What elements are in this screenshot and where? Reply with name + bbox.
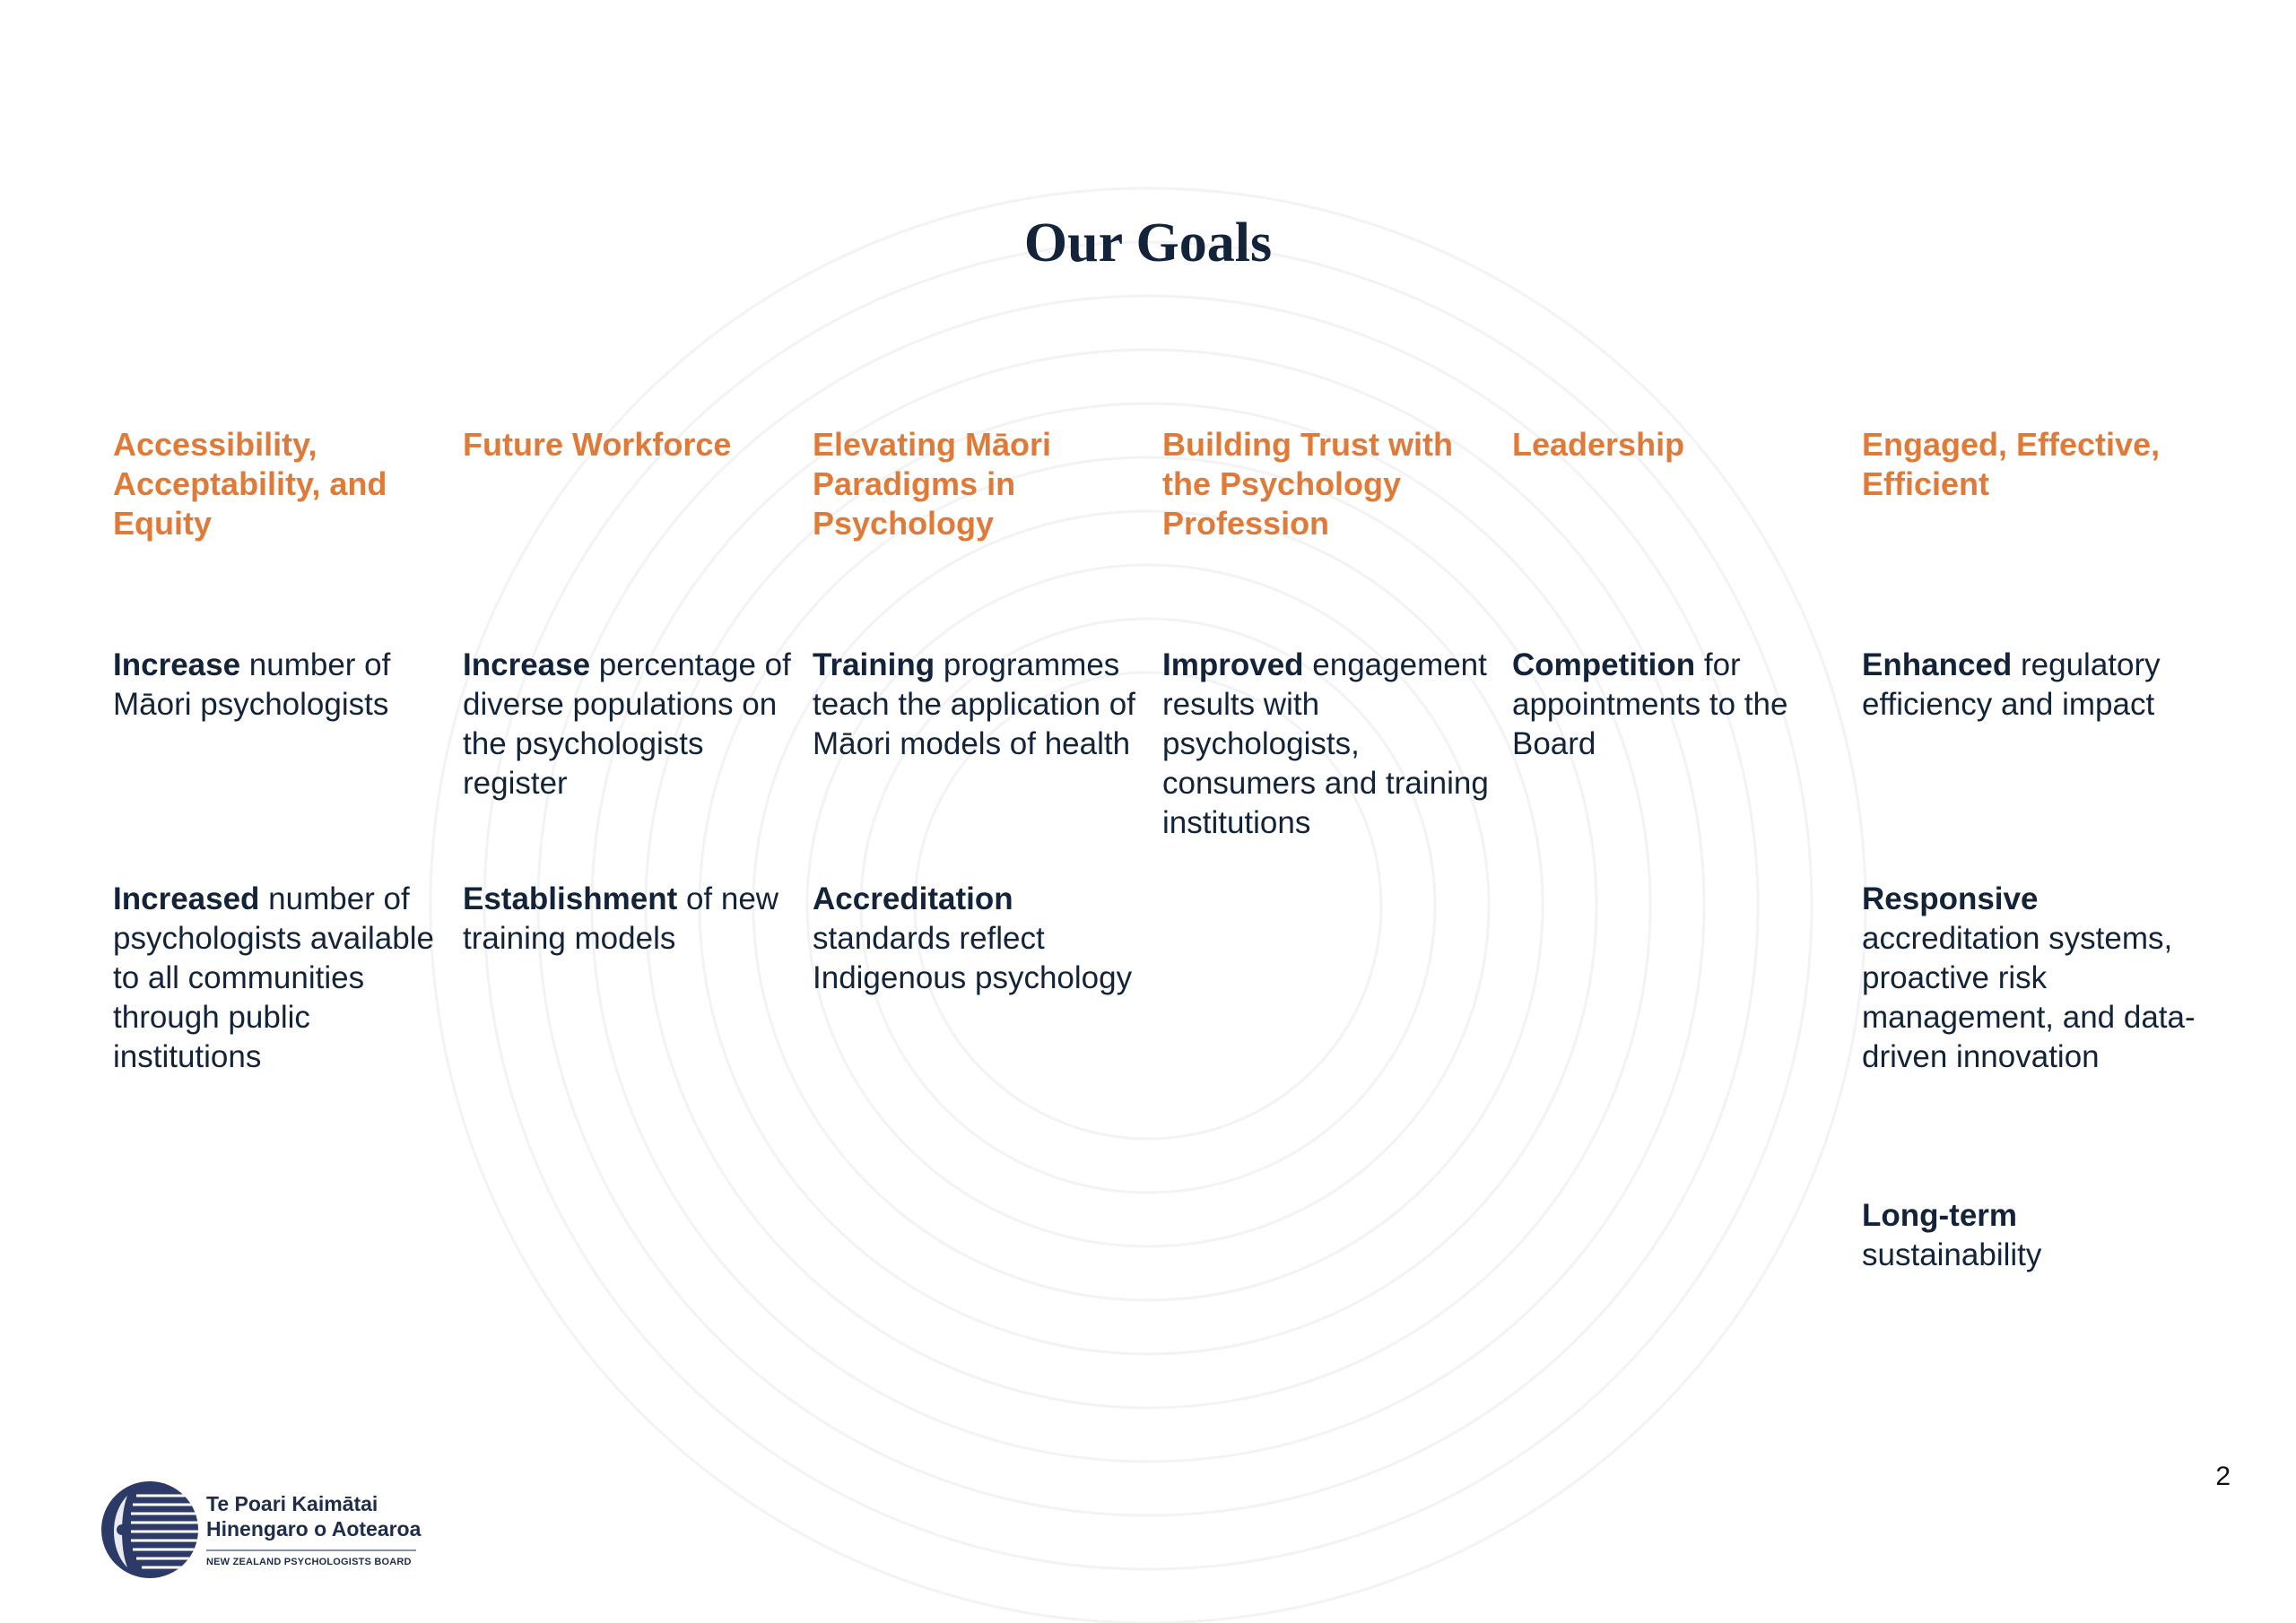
goal-item-text: of new training models bbox=[463, 881, 779, 956]
goal-column-5 bbox=[1512, 425, 1848, 761]
goal-item-text: regulatory efficiency and impact bbox=[1862, 647, 2161, 722]
logo-text-maori: Te Poari Kaimātai bbox=[206, 1492, 378, 1515]
goal-item-text: sustainability bbox=[1862, 1237, 2042, 1272]
goal-item bbox=[1862, 880, 2198, 1077]
goal-item-text: number of psychologists available to all communities through public institutions bbox=[113, 881, 434, 1074]
goal-item bbox=[113, 646, 449, 725]
goal-item-keyword: Accreditation bbox=[813, 881, 1013, 916]
goal-column-2 bbox=[463, 425, 799, 956]
goal-item-keyword: Increased bbox=[113, 881, 260, 916]
goal-heading: Accessibility, Acceptability, and Equity bbox=[113, 426, 387, 542]
goal-item-keyword: Increase bbox=[113, 647, 241, 682]
goal-item bbox=[1162, 646, 1499, 843]
goal-item-keyword: Establishment bbox=[463, 881, 678, 916]
goal-heading: Engaged, Effective, Efficient bbox=[1862, 426, 2161, 502]
goal-heading: Leadership bbox=[1512, 426, 1685, 463]
goal-item-text: programmes teach the application of Māori models of health bbox=[813, 647, 1135, 761]
goal-item-text: accreditation systems, proactive risk management, and data-driven innovation bbox=[1862, 921, 2196, 1074]
goal-item-keyword: Responsive bbox=[1862, 881, 2039, 916]
goal-heading: Future Workforce bbox=[463, 426, 732, 463]
goal-heading: Elevating Māori Paradigms in Psychology bbox=[813, 426, 1052, 542]
goal-item bbox=[1512, 646, 1848, 764]
goal-item bbox=[1862, 1196, 2198, 1275]
goal-item bbox=[1862, 646, 2198, 725]
goal-column-1 bbox=[113, 425, 449, 1074]
goal-item-text: standards reflect Indigenous psychology bbox=[813, 921, 1133, 995]
goal-item-text: number of Māori psychologists bbox=[113, 647, 391, 722]
goal-item-keyword: Enhanced bbox=[1862, 647, 2013, 682]
goal-item-keyword: Long-term bbox=[1862, 1198, 2018, 1233]
logo-divider bbox=[206, 1549, 416, 1551]
goal-item-keyword: Competition bbox=[1512, 647, 1696, 682]
goal-column-6 bbox=[1862, 425, 2198, 1272]
goal-item bbox=[463, 880, 799, 959]
logo-text-english: NEW ZEALAND PSYCHOLOGISTS BOARD bbox=[206, 1557, 412, 1567]
goal-item-text: for appointments to the Board bbox=[1512, 647, 1788, 761]
goal-item bbox=[463, 646, 799, 803]
organization-logo bbox=[100, 1478, 423, 1582]
goal-column-3 bbox=[813, 425, 1149, 995]
goal-item-keyword: Increase bbox=[463, 647, 591, 682]
goal-item-keyword: Improved bbox=[1162, 647, 1304, 682]
goal-item-text: engagement results with psychologists, consumers and training institutions bbox=[1162, 647, 1489, 840]
page-title: Our Goals bbox=[1023, 213, 1273, 273]
goal-item-text: percentage of diverse populations on the psychologists register bbox=[463, 647, 791, 801]
goal-item bbox=[813, 646, 1149, 764]
logo-text-maori-2: Hinengaro o Aotearoa bbox=[206, 1517, 422, 1541]
koru-emblem-icon bbox=[100, 1478, 199, 1582]
goal-heading: Building Trust with the Psychology Profession bbox=[1162, 426, 1453, 542]
goal-item bbox=[113, 880, 449, 1077]
goal-item bbox=[813, 880, 1149, 998]
page-number: 2 bbox=[2215, 1462, 2231, 1491]
goal-item-keyword: Training bbox=[813, 647, 935, 682]
goal-column-4 bbox=[1162, 425, 1499, 840]
